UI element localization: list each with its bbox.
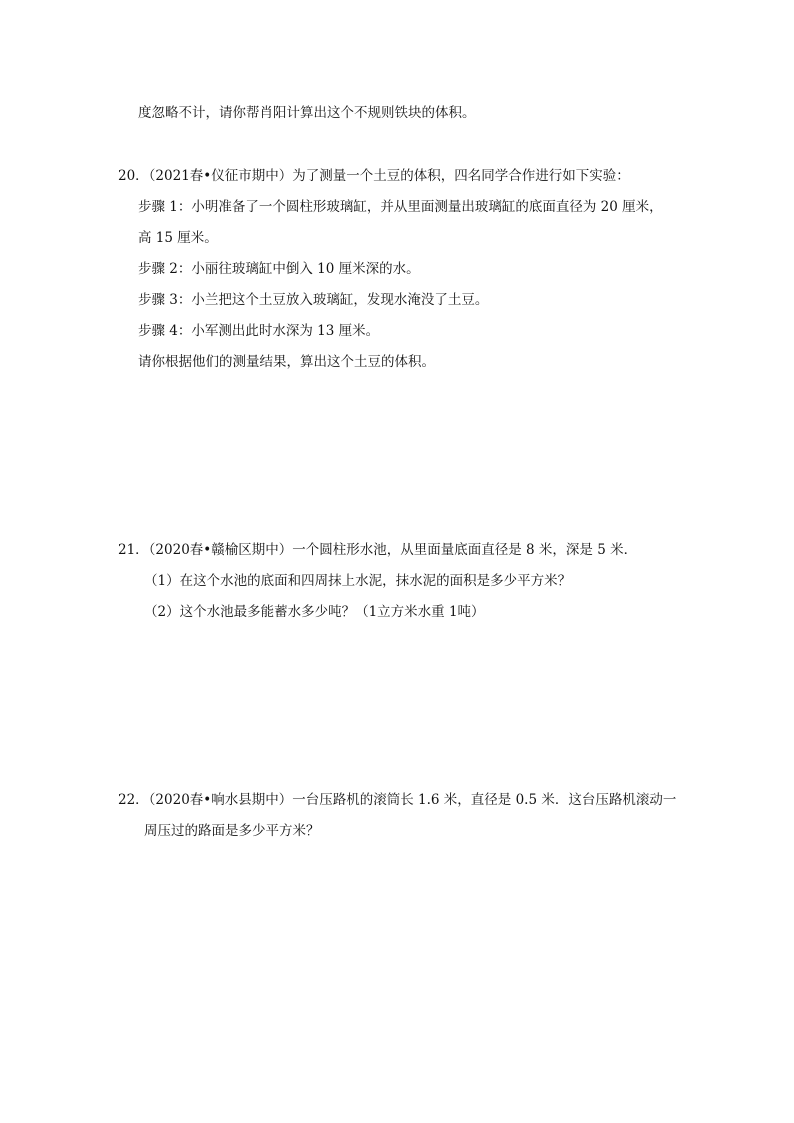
question-20-step-1: 步骤 1：小明准备了一个圆柱形玻璃缸，并从里面测量出玻璃缸的底面直径为 20 厘米，: [138, 199, 663, 215]
question-20-step-2: 步骤 2：小丽往玻璃缸中倒入 10 厘米深的水。: [138, 261, 420, 277]
question-22-header: 22．（2020春•响水县期中）一台压路机的滚筒长 1.6 米，直径是 0.5 米．这台压路机滚动一: [118, 792, 677, 808]
question-20-step-4: 步骤 4：小军测出此时水深为 13 厘米。: [138, 323, 380, 339]
question-20-prompt: 请你根据他们的测量结果，算出这个土豆的体积。: [138, 354, 435, 370]
previous-question-continuation: 度忽略不计，请你帮肖阳计算出这个不规则铁块的体积。: [138, 105, 476, 121]
question-21-part-2: （2）这个水池最多能蓄水多少吨？（1立方米水重 1吨）: [144, 604, 485, 620]
question-21-part-1: （1）在这个水池的底面和四周抹上水泥，抹水泥的面积是多少平方米？: [144, 573, 572, 589]
question-20-step-3: 步骤 3：小兰把这个土豆放入玻璃缸，发现水淹没了土豆。: [138, 292, 489, 308]
question-21-header: 21．（2020春•赣榆区期中）一个圆柱形水池，从里面量底面直径是 8 米，深是 5 米．: [118, 542, 638, 558]
question-20-step-1-continued: 高 15 厘米。: [138, 230, 218, 246]
question-20-header: 20．（2021春•仪征市期中）为了测量一个土豆的体积，四名同学合作进行如下实验：: [118, 168, 630, 184]
question-22-continued: 周压过的路面是多少平方米？: [144, 823, 320, 839]
